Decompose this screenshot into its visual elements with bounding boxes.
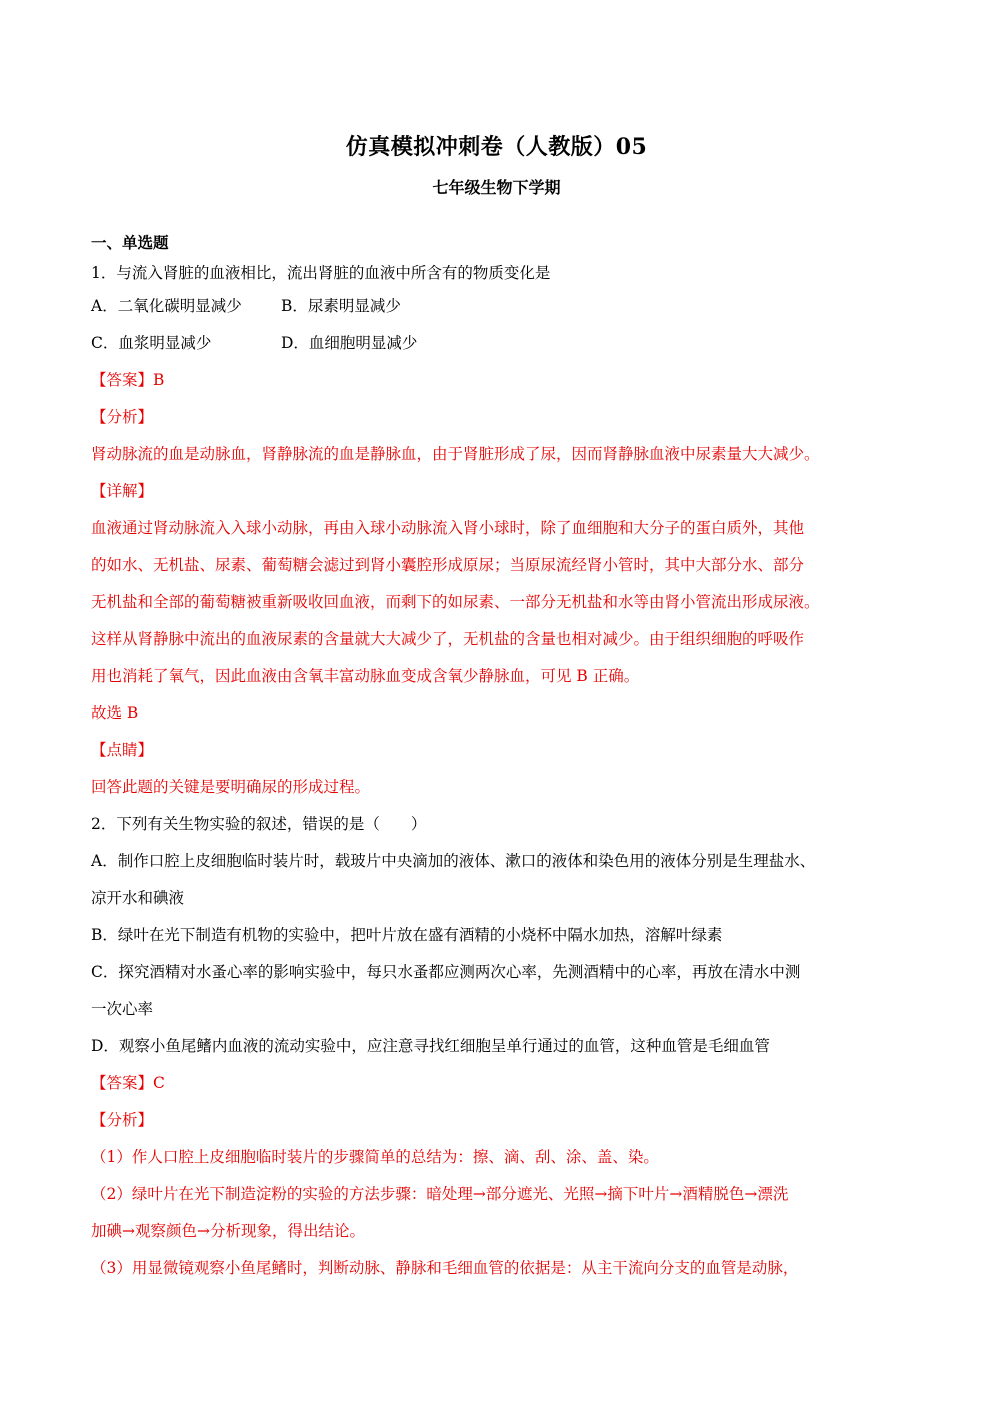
q1-options-row-2 [91,325,911,362]
q1-option-c: C．血浆明显减少 [91,334,212,352]
q2-option-c-line: C．探究酒精对水蚤心率的影响实验中，每只水蚤都应测两次心率，先测酒精中的心率，再放在清水中测 [91,963,801,981]
q1-conclusion: 故选 B [91,704,139,722]
q1-option-b: B．尿素明显减少 [281,297,401,315]
page-title: 仿真模拟冲刺卷（人教版）05 [345,134,648,160]
page-subtitle: 七年级生物下学期 [432,178,561,197]
q2-analysis-line: 加碘→观察颜色→分析现象，得出结论。 [91,1222,365,1240]
q2-option-a-line: A．制作口腔上皮细胞临时装片时，载玻片中央滴加的液体、漱口的液体和染色用的液体分别是生理盐水、 [91,852,816,870]
section-heading: 一、单选题 [91,233,169,252]
q1-detail-line: 血液通过肾动脉流入入球小动脉，再由入球小动脉流入肾小球时，除了血细胞和大分子的蛋白质外，其他 [91,519,805,537]
q1-option-d: D．血细胞明显减少 [281,334,418,352]
document-body [91,228,911,1287]
q1-analysis: 肾动脉流的血是动脉血，肾静脉流的血是静脉血，由于肾脏形成了尿，因而肾静脉血液中尿素量大大减少。 [91,445,820,463]
q1-options-row-1 [91,288,911,325]
q1-tip-label: 【点睛】 [91,741,154,759]
q1-option-a: A．二氧化碳明显减少 [91,297,242,315]
q2-option-d: D．观察小鱼尾鳍内血液的流动实验中，应注意寻找红细胞呈单行通过的血管，这种血管是毛细血管 [91,1037,770,1055]
q2-option-c-line: 一次心率 [91,1000,154,1018]
q1-detail-line: 的如水、无机盐、尿素、葡萄糖会滤过到肾小囊腔形成原尿；当原尿流经肾小管时，其中大部分水、部分 [91,556,805,574]
q1-detail-line: 用也消耗了氧气，因此血液由含氧丰富动脉血变成含氧少静脉血，可见 B 正确。 [91,667,640,685]
q2-answer: 【答案】C [91,1074,165,1092]
q1-tip: 回答此题的关键是要明确尿的形成过程。 [91,778,371,796]
q2-stem: 2．下列有关生物实验的叙述，错误的是（ ） [91,815,427,833]
q2-option-a-line: 凉开水和碘液 [91,889,185,907]
q2-analysis-label: 【分析】 [91,1111,154,1129]
q1-analysis-label: 【分析】 [91,408,154,426]
q1-detail-label: 【详解】 [91,482,154,500]
q2-option-b: B．绿叶在光下制造有机物的实验中，把叶片放在盛有酒精的小烧杯中隔水加热，溶解叶绿素 [91,926,723,944]
q1-stem: 1．与流入肾脏的血液相比，流出肾脏的血液中所含有的物质变化是 [91,264,551,282]
q2-analysis-line: （1）作人口腔上皮细胞临时装片的步骤简单的总结为：擦、滴、刮、涂、盖、染。 [91,1148,659,1166]
q1-detail-line: 无机盐和全部的葡萄糖被重新吸收回血液，而剩下的如尿素、一部分无机盐和水等由肾小管流出形成尿液。 [91,593,820,611]
q2-analysis-line: （3）用显微镜观察小鱼尾鳍时，判断动脉、静脉和毛细血管的依据是：从主干流向分支的血管是动脉， [91,1259,799,1277]
q2-analysis-line: （2）绿叶片在光下制造淀粉的实验的方法步骤：暗处理→部分遮光、光照→摘下叶片→酒精脱色→漂洗 [91,1185,789,1203]
q1-answer: 【答案】B [91,371,165,389]
q1-detail-line: 这样从肾静脉中流出的血液尿素的含量就大大减少了，无机盐的含量也相对减少。由于组织细胞的呼吸作 [91,630,805,648]
